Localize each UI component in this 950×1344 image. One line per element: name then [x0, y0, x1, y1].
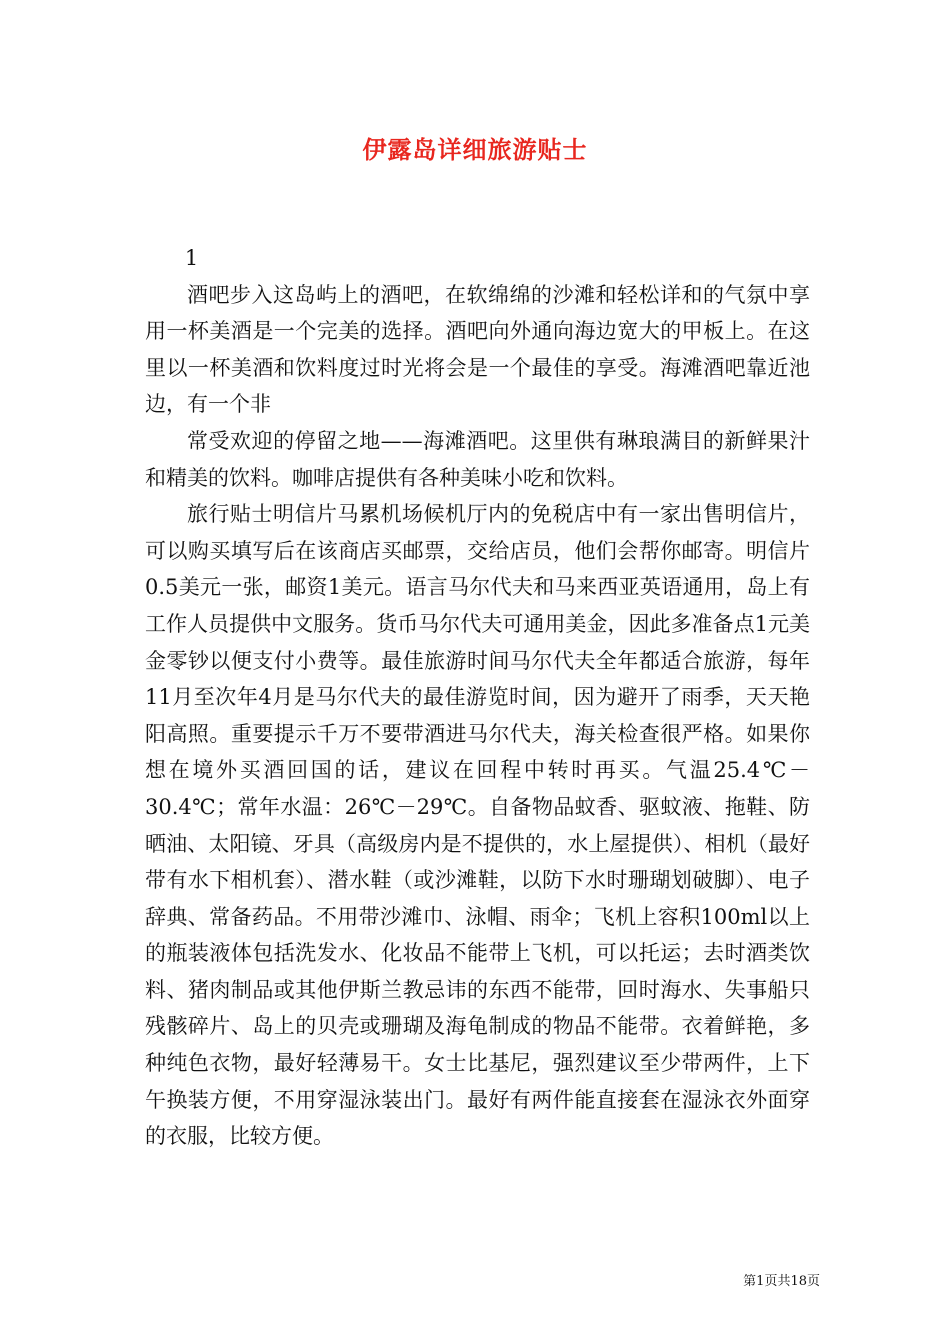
paragraph-bar: 酒吧步入这岛屿上的酒吧，在软绵绵的沙滩和轻松详和的气氛中享用一杯美酒是一个完美的选择。酒吧向外通向海边宽大的甲板上。在这里以一杯美酒和饮料度过时光将会是一个最佳的享受。海滩酒吧靠近池边，有一个非	[145, 282, 810, 417]
section-number: 1	[184, 246, 199, 270]
page-footer: 第1页共18页	[743, 1274, 820, 1289]
document-body	[145, 240, 810, 1155]
page-title: 伊露岛详细旅游贴士	[362, 135, 588, 164]
paragraph-travel-tips: 旅行贴士明信片马累机场候机厅内的免税店中有一家出售明信片，可以购买填写后在该商店买邮票，交给店员，他们会帮你邮寄。明信片0.5美元一张，邮资1美元。语言马尔代夫和马来西亚英语通用，岛上有工作人员提供中文服务。货币马尔代夫可通用美金，因此多准备点1元美金零钞以便支付小费等。最佳旅游时间马尔代夫全年都适合旅游，每年11月至次年4月是马尔代夫的最佳游览时间，因为避开了雨季，天天艳阳高照。重要提示千万不要带酒进马尔代夫，海关检查很严格。如果你想在境外买酒回国的话，建议在回程中转时再买。气温25.4℃－30.4℃；常年水温：26℃－29℃。自备物品蚊香、驱蚊液、拖鞋、防晒油、太阳镜、牙具（高级房内是不提供的，水上屋提供）、相机（最好带有水下相机套）、潜水鞋（或沙滩鞋，以防下水时珊瑚划破脚）、电子辞典、常备药品。不用带沙滩巾、泳帽、雨伞；飞机上容积100ml以上的瓶装液体包括洗发水、化妆品不能带上飞机，可以托运；去时酒类饮料、猪肉制品或其他伊斯兰教忌讳的东西不能带，回时海水、失事船只残骸碎片、岛上的贝壳或珊瑚及海龟制成的物品不能带。衣着鲜艳，多种纯色衣物，最好轻薄易干。女士比基尼，强烈建议至少带两件，上下午换装方便，不用穿湿泳装出门。最好有两件能直接套在湿泳衣外面穿的衣服，比较方便。	[145, 502, 810, 1149]
paragraph-beach-bar: 常受欢迎的停留之地——海滩酒吧。这里供有琳琅满目的新鲜果汁和精美的饮料。咖啡店提供有各种美味小吃和饮料。	[145, 428, 810, 490]
